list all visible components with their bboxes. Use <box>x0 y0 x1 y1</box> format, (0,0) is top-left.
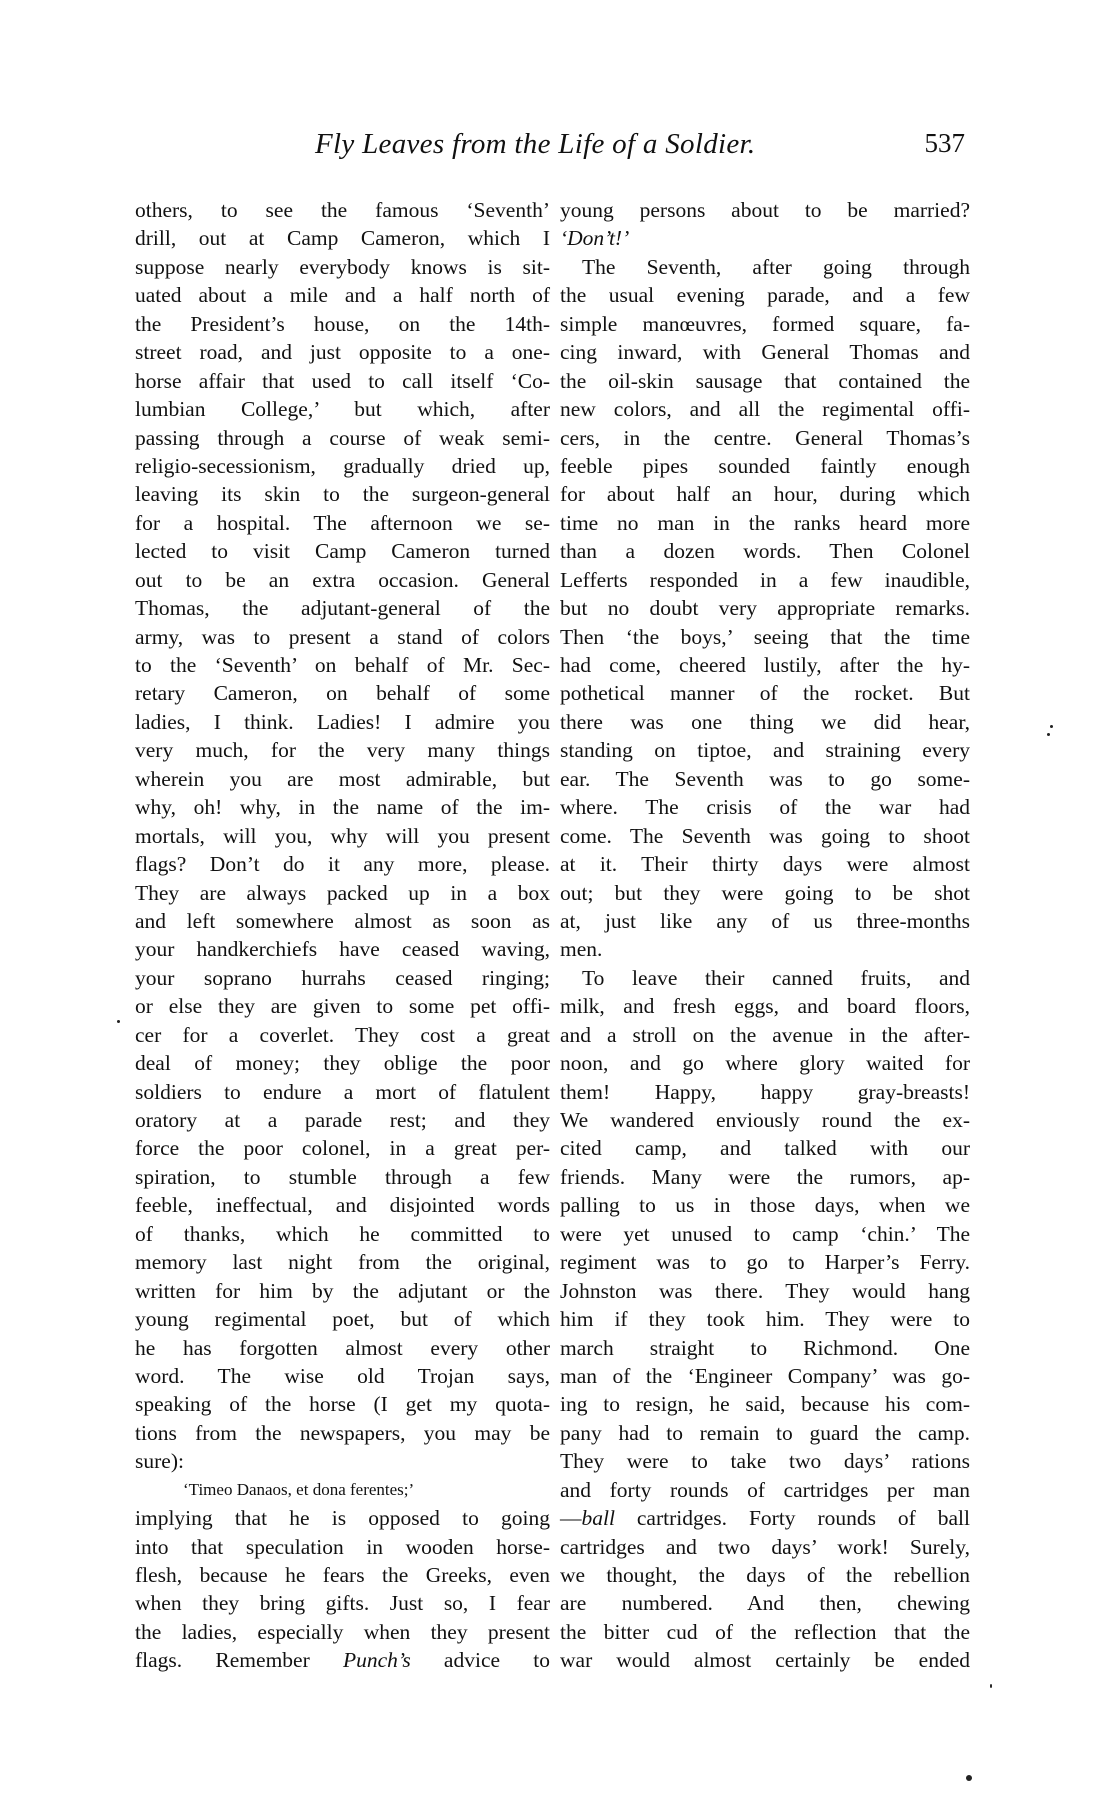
em-dash: — <box>560 1506 582 1531</box>
text-line: the ladies, especially when they present <box>135 1619 550 1644</box>
text-line: for about half an hour, during which <box>560 482 970 507</box>
text-line: them! Happy, happy gray-breasts! <box>560 1079 970 1104</box>
text-fragment: cartridges. Forty rounds of ball <box>614 1506 970 1531</box>
text-line: street road, and just opposite to a one- <box>135 340 550 365</box>
text-line: Then ‘the boys,’ seeing that the time <box>560 624 970 649</box>
text-line: out; but they were going to be shot <box>560 880 970 905</box>
text-line: but no doubt very appropriate remarks. <box>560 596 970 621</box>
text-line: your handkerchiefs have ceased waving, <box>135 937 550 962</box>
italic-punch: Punch’s <box>343 1648 411 1673</box>
page-number: 537 <box>924 128 965 158</box>
running-head <box>315 128 965 168</box>
text-line: feeble pipes sounded faintly enough <box>560 453 970 478</box>
text-line: memory last night from the original, <box>135 1250 550 1275</box>
text-line: others, to see the famous ‘Seventh’ <box>135 198 550 222</box>
text-line: They are always packed up in a box <box>135 880 550 905</box>
text-line: oratory at a parade rest; and they <box>135 1108 550 1132</box>
text-line: We wandered enviously round the ex- <box>560 1108 970 1132</box>
text-line: pany had to remain to guard the camp. <box>560 1420 970 1445</box>
text-line: milk, and fresh eggs, and board floors, <box>560 994 970 1019</box>
text-line: man of the ‘Engineer Company’ was go- <box>560 1363 970 1388</box>
text-line: the bitter cud of the reflection that the <box>560 1619 970 1644</box>
text-line: Thomas, the adjutant-general of the <box>135 596 550 621</box>
text-line: the usual evening parade, and a few <box>560 283 970 308</box>
text-line: young regimental poet, but of which <box>135 1307 550 1332</box>
text-line: passing through a course of weak semi- <box>135 425 550 450</box>
text-line: march straight to Richmond. One <box>560 1335 970 1360</box>
text-line: They were to take two days’ rations <box>560 1449 970 1474</box>
latin-quotation: ‘Timeo Danaos, et dona ferentes;’ <box>183 1479 415 1499</box>
text-line: suppose nearly everybody knows is sit- <box>135 254 550 279</box>
text-line: palling to us in those days, when we <box>560 1193 970 1218</box>
text-line: standing on tiptoe, and straining every <box>560 738 970 763</box>
left-column <box>135 196 550 1675</box>
text-line: young persons about to be married? <box>560 198 970 222</box>
text-fragment: flags. Remember <box>135 1648 343 1673</box>
scan-speck <box>1047 733 1050 736</box>
text-line: implying that he is opposed to going <box>135 1506 550 1531</box>
text-line: word. The wise old Trojan says, <box>135 1363 550 1388</box>
text-line: Lefferts responded in a few inaudible, <box>560 567 970 592</box>
text-line: him if they took him. They were to <box>560 1307 970 1332</box>
text-line: and forty rounds of cartridges per man <box>560 1477 970 1502</box>
text-line: than a dozen words. Then Colonel <box>560 539 970 564</box>
text-line: he has forgotten almost every other <box>135 1335 550 1360</box>
text-line: to the ‘Seventh’ on behalf of Mr. Sec- <box>135 653 550 677</box>
text-line: cers, in the centre. General Thomas’s <box>560 425 970 450</box>
text-line: new colors, and all the regimental offi- <box>560 397 970 422</box>
text-line: retary Cameron, on behalf of some <box>135 681 550 706</box>
text-line: pothetical manner of the rocket. But <box>560 681 970 706</box>
text-line: lumbian College,’ but which, after <box>135 397 550 422</box>
text-line: out to be an extra occasion. General <box>135 567 550 592</box>
text-line: speaking of the horse (I get my quota- <box>135 1392 550 1417</box>
text-line: ing to resign, he said, because his com- <box>560 1392 970 1417</box>
dont-line: ‘Don’t!’ <box>560 226 630 251</box>
text-line: are numbered. And then, chewing <box>560 1591 970 1616</box>
text-line: and left somewhere almost as soon as <box>135 908 550 933</box>
text-line: ladies, I think. Ladies! I admire you <box>135 709 550 734</box>
italic-ball: ball <box>581 1506 615 1531</box>
text-line: or else they are given to some pet offi- <box>135 994 550 1019</box>
text-line: time no man in the ranks heard more <box>560 510 970 535</box>
text-line: of thanks, which he committed to <box>135 1221 550 1246</box>
text-line: men. <box>560 937 603 962</box>
text-line: and a stroll on the avenue in the after- <box>560 1022 970 1047</box>
text-line-final <box>135 1646 550 1674</box>
text-line: into that speculation in wooden horse- <box>135 1534 550 1559</box>
text-line: written for him by the adjutant or the <box>135 1278 550 1303</box>
text-line: war would almost certainly be ended <box>560 1648 970 1673</box>
text-line: army, was to present a stand of colors <box>135 624 550 649</box>
text-line: cer for a coverlet. They cost a great <box>135 1022 550 1047</box>
text-line: sure): <box>135 1449 184 1474</box>
text-line: force the poor colonel, in a great per- <box>135 1136 550 1161</box>
text-line: we thought, the days of the rebellion <box>560 1563 970 1587</box>
text-line: ear. The Seventh was to go some- <box>560 766 970 791</box>
paragraph-start: To leave their canned fruits, and <box>582 965 970 990</box>
text-line: flags? Don’t do it any more, please. <box>135 852 550 877</box>
text-fragment: advice to <box>410 1648 551 1673</box>
text-line: soldiers to endure a mort of flatulent <box>135 1079 550 1104</box>
ball-cartridges-line <box>560 1504 970 1532</box>
text-line: deal of money; they oblige the poor <box>135 1051 550 1076</box>
text-line: come. The Seventh was going to shoot <box>560 823 970 848</box>
text-line: when they bring gifts. Just so, I fear <box>135 1591 550 1616</box>
text-line: regiment was to go to Harper’s Ferry. <box>560 1250 970 1275</box>
text-line: lected to visit Camp Cameron turned <box>135 539 550 564</box>
text-line: why, oh! why, in the name of the im- <box>135 795 550 820</box>
text-line: at it. Their thirty days were almost <box>560 852 970 877</box>
text-line: were yet unused to camp ‘chin.’ The <box>560 1221 970 1246</box>
text-line: feeble, ineffectual, and disjointed words <box>135 1193 550 1218</box>
text-line: leaving its skin to the surgeon-general <box>135 482 550 507</box>
text-line: Johnston was there. They would hang <box>560 1278 970 1303</box>
text-line: simple manœuvres, formed square, fa- <box>560 311 970 336</box>
running-title: Fly Leaves from the Life of a Soldier. <box>315 128 756 160</box>
text-line: uated about a mile and a half north of <box>135 283 550 308</box>
text-line: drill, out at Camp Cameron, which I <box>135 226 550 251</box>
text-line: noon, and go where glory waited for <box>560 1051 970 1076</box>
text-line: there was one thing we did hear, <box>560 709 970 734</box>
paragraph-start: The Seventh, after going through <box>582 254 970 279</box>
text-line: cartridges and two days’ work! Surely, <box>560 1534 970 1559</box>
text-line: religio-secessionism, gradually dried up, <box>135 453 550 478</box>
text-line: the oil-skin sausage that contained the <box>560 368 970 393</box>
text-line: cing inward, with General Thomas and <box>560 340 970 365</box>
text-line: horse affair that used to call itself ‘Co- <box>135 368 550 393</box>
text-line: flesh, because he fears the Greeks, even <box>135 1563 550 1587</box>
text-line: mortals, will you, why will you present <box>135 823 550 848</box>
scan-speck <box>1050 725 1053 728</box>
text-line: for a hospital. The afternoon we se- <box>135 510 550 535</box>
text-line: spiration, to stumble through a few <box>135 1164 550 1189</box>
text-line: very much, for the very many things <box>135 738 550 763</box>
text-line: had come, cheered lustily, after the hy- <box>560 653 970 677</box>
right-column <box>560 196 970 1675</box>
scan-speck <box>990 1684 992 1688</box>
text-line: where. The crisis of the war had <box>560 795 970 820</box>
scan-speck <box>117 1020 120 1023</box>
text-line: cited camp, and talked with our <box>560 1136 970 1161</box>
text-line: wherein you are most admirable, but <box>135 766 550 791</box>
text-line: friends. Many were the rumors, ap- <box>560 1164 970 1189</box>
text-line: your soprano hurrahs ceased ringing; <box>135 965 550 990</box>
text-line: at, just like any of us three-months <box>560 908 970 933</box>
text-line: tions from the newspapers, you may be <box>135 1420 550 1445</box>
scan-speck <box>966 1775 972 1781</box>
text-line: the President’s house, on the 14th- <box>135 311 550 336</box>
